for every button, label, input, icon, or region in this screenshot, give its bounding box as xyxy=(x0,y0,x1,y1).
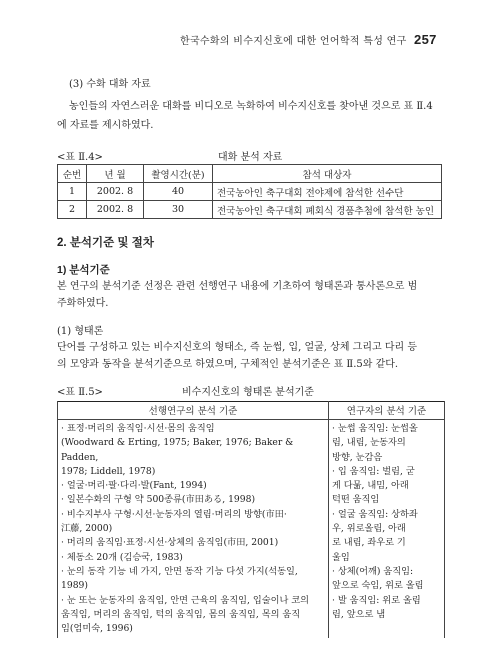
list-item: · 발 움직임: 위로 올림 xyxy=(332,594,421,606)
column-header: 촬영시간(분) xyxy=(144,165,213,183)
table-label: <표 Ⅱ.5> xyxy=(57,387,103,398)
list-item: 앞으로 숙임, 위로 올림 xyxy=(332,580,424,592)
list-item: 1989) xyxy=(61,580,88,592)
table-title: 비수지신호의 형태론 분석기준 xyxy=(182,387,314,398)
paragraph-line: 단어를 구성하고 있는 비수지신호의 형태소, 즉 눈썹, 입, 얼굴, 상체 그리고 다리 등 xyxy=(57,342,417,353)
table-row xyxy=(58,420,445,639)
subsection-heading-morphology: (1) 형태론 xyxy=(57,326,104,337)
column-header: 참석 대상자 xyxy=(213,165,442,183)
table-cell: 2002. 8 xyxy=(87,201,144,219)
table-header-row xyxy=(58,165,442,183)
list-item: · 눈썹 움직임: 눈썹올 xyxy=(332,423,418,434)
table-label: <표 Ⅱ.4> xyxy=(57,152,103,163)
list-item: · 일본수화의 구형 약 500종류(市田ある, 1998) xyxy=(61,494,256,506)
table-cell: 2 xyxy=(58,201,87,219)
table-cell: 1 xyxy=(58,183,87,201)
list-item: 턱떤 움직임 xyxy=(332,494,380,506)
list-item: 방향, 눈감음 xyxy=(332,451,383,463)
subsection-heading-conversation: (3) 수화 대화 자료 xyxy=(69,79,151,90)
list-item: · 표정·머리의 움직임·시선·몸의 움직임 xyxy=(61,423,215,434)
list-item: · 얼굴 움직임: 상하좌 xyxy=(332,508,418,520)
list-item: · 상체(어깨) 움직임: xyxy=(332,565,414,577)
prior-research-criteria-cell xyxy=(58,420,329,639)
column-header: 연구자의 분석 기준 xyxy=(329,402,445,420)
table-cell: 2002. 8 xyxy=(87,183,144,201)
table-cell: 전국농아인 축구대회 전야제에 참석한 선수단 xyxy=(213,183,442,201)
table-row xyxy=(58,183,442,201)
list-item: 게 다묾, 내밈, 아래 xyxy=(332,480,409,492)
paragraph-line: 농인들의 자연스러운 대화를 비디오로 녹화하여 비수지신호를 찾아낸 것으로 표 Ⅱ.4 xyxy=(69,101,433,112)
list-item: 림, 앞으로 냄 xyxy=(332,608,386,620)
researcher-criteria-cell xyxy=(329,420,445,639)
table-cell: 40 xyxy=(144,183,213,201)
column-header: 순번 xyxy=(58,165,87,183)
list-item: · 얼굴·머리·팔·다리·발(Fant, 1994) xyxy=(61,480,207,492)
list-item: (Woodward & Erting, 1975; Baker, 1976; Baker & Padden, xyxy=(61,437,294,463)
paragraph-line: 주화하였다. xyxy=(57,298,109,309)
list-item: 로 내림, 좌우로 기 xyxy=(332,537,406,549)
column-header: 선행연구의 분석 기준 xyxy=(58,402,329,420)
page-number: 257 xyxy=(414,32,437,47)
list-item: · 머리의 움직임·표정·시선·상체의 움직임(市田, 2001) xyxy=(61,537,279,549)
header-title: 한국수화의 비수지신호에 대한 언어학적 특성 연구 xyxy=(180,36,407,47)
conversation-data-table xyxy=(57,164,442,219)
table-header-row xyxy=(58,402,445,420)
list-item: 江藤, 2000) xyxy=(61,523,113,535)
list-item: · 눈 또는 눈동자의 움직임, 안면 근육의 움직임, 입술이나 코의 xyxy=(61,594,310,606)
subsection-heading: 1) 분석기준 xyxy=(57,264,110,276)
table-title: 대화 분석 자료 xyxy=(218,152,283,163)
list-item: 림, 내림, 눈동자의 xyxy=(332,437,406,449)
paragraph-line: 의 모양과 동작을 분석기준으로 하였으며, 구체적인 분석기준은 표 Ⅱ.5와 같다. xyxy=(57,359,399,370)
paragraph-line: 에 자료를 제시하였다. xyxy=(57,120,154,131)
list-item: · 눈의 동작 기능 네 가지, 안면 동작 기능 다섯 가지(석동일, xyxy=(61,565,298,577)
paragraph-line: 본 연구의 분석기준 선정은 관련 선행연구 내용에 기초하여 형태론과 통사론으로 범 xyxy=(57,281,418,292)
table-row xyxy=(58,201,442,219)
list-item: 울임 xyxy=(332,551,350,563)
section-heading: 2. 분석기준 및 절차 xyxy=(57,237,154,249)
column-header: 년 월 xyxy=(87,165,144,183)
list-item: 우, 위로올림, 아래 xyxy=(332,523,406,535)
table-cell: 전국농아인 축구대회 폐회식 경품추첨에 참석한 농인 xyxy=(213,201,442,219)
list-item: · 입 움직임: 벌림, 굳 xyxy=(332,465,415,477)
table-cell: 30 xyxy=(144,201,213,219)
list-item: · 체동소 20개 (김승국, 1983) xyxy=(61,551,183,563)
morphology-criteria-table xyxy=(57,401,445,638)
list-item: · 비수지부사 구형·시선·눈동자의 열림·머리의 방향(市田· xyxy=(61,508,287,520)
list-item: 임(엄미숙, 1996) xyxy=(61,623,133,635)
list-item: 1978; Liddell, 1978) xyxy=(61,465,156,477)
list-item: 움직임, 머리의 움직임, 턱의 움직임, 몸의 움직임, 목의 움직 xyxy=(61,608,301,620)
running-header xyxy=(180,32,437,47)
